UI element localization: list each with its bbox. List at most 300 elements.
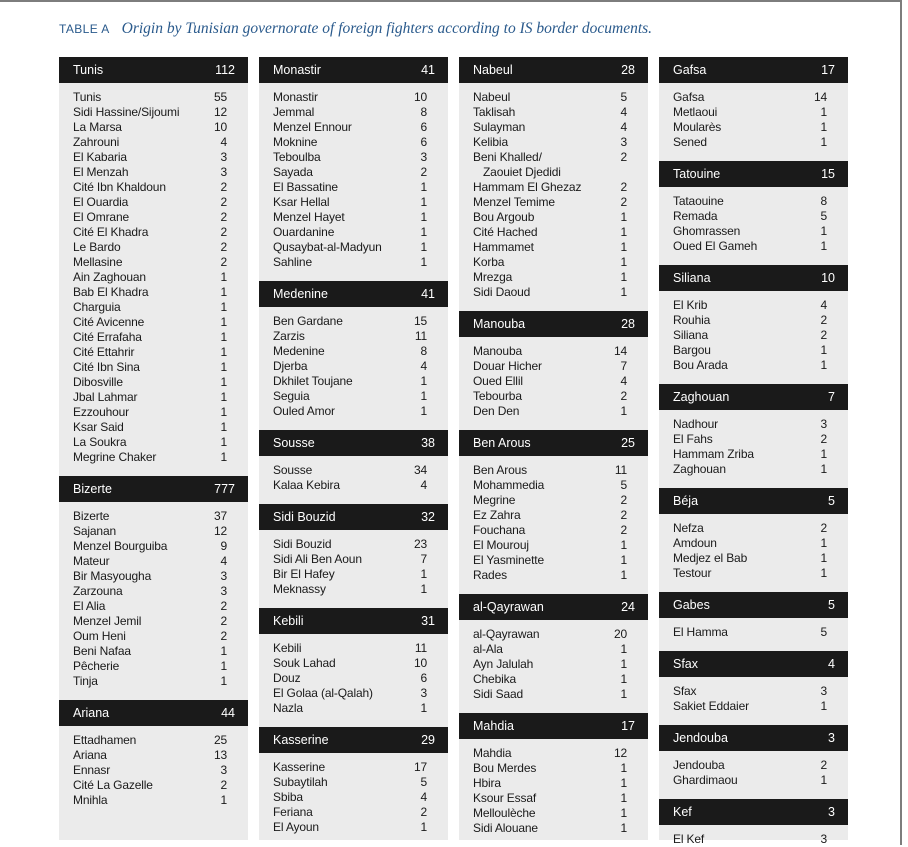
locality-name: Bir Masyougha [73,569,152,583]
locality-row [59,509,248,524]
locality-name: Subaytilah [273,775,328,789]
locality-name: Ben Gardane [273,314,343,328]
locality-name: Rouhia [673,313,711,327]
locality-row [59,420,248,435]
locality-count: 1 [220,420,227,434]
locality-name: El Menzah [73,165,129,179]
locality-count: 2 [820,313,827,327]
locality-row [459,746,648,761]
locality-count: 1 [620,285,627,299]
locality-name: Ghardimaou [673,773,738,787]
locality-count: 3 [620,135,627,149]
locality-name: al-Qayrawan [473,627,540,641]
locality-count: 1 [820,105,827,119]
locality-count: 8 [420,344,427,358]
locality-row [459,463,648,478]
locality-row [459,657,648,672]
locality-name: Ben Arous [473,463,528,477]
governorate-name: Monastir [273,63,321,77]
locality-name: Moknine [273,135,318,149]
governorate-total: 4 [828,657,835,671]
locality-row [659,417,848,432]
locality-name: Kalaa Kebira [273,478,340,492]
governorate-header [259,727,448,753]
governorate-total: 17 [821,63,835,77]
locality-row [659,773,848,788]
locality-row [59,748,248,763]
locality-count: 1 [220,360,227,374]
locality-row [59,450,248,465]
governorate-name: Kasserine [273,733,329,747]
locality-count: 1 [220,300,227,314]
locality-count: 1 [820,343,827,357]
governorate-name: Manouba [473,317,526,331]
locality-count: 1 [420,195,427,209]
locality-count: 11 [614,463,627,477]
locality-count: 11 [414,329,427,343]
governorate-total: 777 [214,482,235,496]
governorate-header [259,57,448,83]
locality-count: 9 [220,539,227,553]
governorate-block [259,608,448,716]
governorate-name: Sfax [673,657,699,671]
locality-row [659,298,848,313]
locality-row [459,150,648,165]
locality-row [659,447,848,462]
locality-name: Megrine [473,493,516,507]
locality-count: 1 [220,435,227,449]
locality-count: 55 [213,90,227,104]
locality-count: 1 [220,375,227,389]
locality-row [459,195,648,210]
locality-row [59,539,248,554]
locality-count: 23 [413,537,427,551]
locality-count: 7 [620,359,627,373]
locality-name: Dibosville [73,375,123,389]
locality-row [459,821,648,836]
locality-name: Sidi Daoud [473,285,531,299]
governorate-name: Mahdia [473,719,514,733]
locality-row [459,374,648,389]
locality-count: 37 [213,509,227,523]
locality-row [59,778,248,793]
locality-count: 2 [220,210,227,224]
locality-count: 4 [420,478,427,492]
governorate-block [59,476,248,689]
locality-name: Kelibia [473,135,508,149]
locality-row [459,165,648,180]
locality-count: 2 [620,195,627,209]
locality-name: Medenine [273,344,325,358]
locality-row [459,791,648,806]
locality-name: Sidi Alouane [473,821,538,835]
table-column-3 [459,57,648,840]
locality-count: 6 [420,135,427,149]
locality-row [459,389,648,404]
governorate-total: 38 [421,436,435,450]
locality-row [259,120,448,135]
governorate-block [259,430,448,493]
locality-row [259,805,448,820]
governorate-header [659,488,848,514]
locality-row [459,359,648,374]
locality-row [459,553,648,568]
governorate-header [459,594,648,620]
locality-count: 6 [420,671,427,685]
locality-count: 1 [220,674,227,688]
locality-count: 1 [620,225,627,239]
locality-count: 1 [620,568,627,582]
locality-name: Mellasine [73,255,123,269]
governorate-header [659,161,848,187]
locality-count: 2 [620,508,627,522]
page-top-rule [0,0,902,2]
locality-row [259,656,448,671]
page-right-rule [900,0,902,845]
locality-name: Oued El Gameh [673,239,758,253]
locality-name: Bou Arada [673,358,728,372]
locality-row [659,343,848,358]
governorate-total: 15 [821,167,835,181]
locality-row [659,536,848,551]
locality-name: Nabeul [473,90,511,104]
governorate-total: 32 [421,510,435,524]
locality-row [59,150,248,165]
governorate-header [659,651,848,677]
locality-count: 4 [620,120,627,134]
locality-count: 1 [220,450,227,464]
locality-row [659,684,848,699]
locality-row [659,462,848,477]
locality-name: Bab El Khadra [73,285,149,299]
locality-count: 12 [213,105,227,119]
locality-row [59,390,248,405]
locality-count: 10 [213,120,227,134]
locality-name: Feriana [273,805,313,819]
locality-count: 1 [620,404,627,418]
locality-name: Nazla [273,701,303,715]
locality-row [259,329,448,344]
locality-name: Cité La Gazelle [73,778,153,792]
locality-count: 1 [220,315,227,329]
locality-count: 1 [820,536,827,550]
locality-name: Sahline [273,255,312,269]
locality-count: 34 [413,463,427,477]
locality-name: Menzel Ennour [273,120,352,134]
locality-count: 1 [420,820,427,834]
governorate-block [659,488,848,581]
locality-count: 1 [620,791,627,805]
locality-count: 10 [413,656,427,670]
locality-count: 1 [620,776,627,790]
locality-name: El Ayoun [273,820,319,834]
locality-count: 14 [813,90,827,104]
locality-row [259,820,448,835]
governorate-header [659,384,848,410]
locality-name: Testour [673,566,712,580]
locality-row [459,776,648,791]
locality-name: Sidi Ali Ben Aoun [273,552,362,566]
locality-row [459,120,648,135]
locality-count: 12 [213,524,227,538]
locality-count: 1 [820,120,827,134]
locality-row [259,567,448,582]
locality-name: Souk Lahad [273,656,336,670]
locality-name: Meknassy [273,582,326,596]
locality-name: Menzel Hayet [273,210,345,224]
locality-row [659,758,848,773]
locality-row [59,165,248,180]
locality-name: Hammamet [473,240,534,254]
table-column-1 [59,57,248,840]
governorate-total: 5 [828,598,835,612]
locality-row [659,313,848,328]
governorate-header [59,476,248,502]
locality-name: Tunis [73,90,102,104]
locality-count: 1 [220,270,227,284]
locality-row [59,345,248,360]
locality-count: 2 [620,523,627,537]
locality-name: Siliana [673,328,708,342]
locality-count: 1 [620,255,627,269]
locality-count: 1 [420,404,427,418]
governorate-total: 31 [421,614,435,628]
locality-name: Monastir [273,90,318,104]
locality-count: 4 [620,374,627,388]
locality-count: 3 [820,417,827,431]
locality-name: Mateur [73,554,110,568]
locality-name: Seguia [273,389,310,403]
locality-count: 4 [220,135,227,149]
locality-name: Menzel Temime [473,195,555,209]
locality-row [259,463,448,478]
locality-row [459,344,648,359]
locality-count: 11 [414,641,427,655]
locality-name: Ez Zahra [473,508,521,522]
locality-count: 1 [220,644,227,658]
locality-name: Sfax [673,684,697,698]
locality-count: 1 [220,405,227,419]
governorate-name: al-Qayrawan [473,600,544,614]
governorate-header [59,700,248,726]
locality-row [459,135,648,150]
locality-name: El Alia [73,599,106,613]
locality-name: Chebika [473,672,516,686]
locality-name: Megrine Chaker [73,450,157,464]
locality-count: 1 [620,761,627,775]
locality-row [659,224,848,239]
locality-name: Amdoun [673,536,717,550]
locality-row [259,404,448,419]
locality-count: 3 [820,832,827,846]
locality-name: Djerba [273,359,308,373]
locality-count: 1 [620,672,627,686]
governorate-block [659,57,848,150]
locality-name: Sousse [273,463,313,477]
governorate-block [259,504,448,597]
locality-name: Sidi Saad [473,687,524,701]
locality-name: Ennasr [73,763,111,777]
locality-name: Taklisah [473,105,516,119]
locality-name: Sajanan [73,524,116,538]
locality-row [59,255,248,270]
locality-count: 1 [820,699,827,713]
locality-name: Ksour Essaf [473,791,537,805]
locality-name: Menzel Bourguiba [73,539,168,553]
locality-row [459,240,648,255]
governorate-total: 25 [621,436,635,450]
governorate-block [259,727,448,835]
locality-row [459,105,648,120]
locality-name: El Kef [673,832,705,846]
locality-name: Nefza [673,521,704,535]
locality-name: La Soukra [73,435,127,449]
governorate-header [259,281,448,307]
locality-row [59,554,248,569]
locality-name: Gafsa [673,90,705,104]
locality-count: 4 [620,105,627,119]
locality-name: Cité El Khadra [73,225,149,239]
locality-row [259,135,448,150]
locality-row [259,389,448,404]
locality-count: 1 [220,330,227,344]
locality-row [59,180,248,195]
locality-name: Bou Argoub [473,210,535,224]
locality-count: 25 [213,733,227,747]
locality-name: Bizerte [73,509,110,523]
locality-count: 4 [420,359,427,373]
locality-name: Metlaoui [673,105,718,119]
locality-count: 1 [420,225,427,239]
locality-row [659,120,848,135]
locality-row [459,508,648,523]
locality-name: Pêcherie [73,659,120,673]
locality-row [59,659,248,674]
locality-row [59,733,248,748]
locality-count: 2 [820,758,827,772]
locality-name: Douar Hicher [473,359,542,373]
governorate-total: 28 [621,317,635,331]
locality-name: Sayada [273,165,313,179]
locality-count: 3 [220,569,227,583]
locality-count: 1 [820,773,827,787]
locality-name: Dkhilet Toujane [273,374,353,388]
locality-row [459,627,648,642]
locality-name: Ksar Said [73,420,124,434]
locality-row [459,285,648,300]
locality-row [59,225,248,240]
governorate-name: Béja [673,494,699,508]
locality-count: 13 [213,748,227,762]
locality-name: Ariana [73,748,107,762]
locality-name: Oum Heni [73,629,126,643]
locality-count: 2 [220,195,227,209]
governorate-block [59,700,248,808]
locality-name: El Fahs [673,432,713,446]
governorate-name: Kef [673,805,692,819]
table-caption-label: TABLE A [59,22,110,36]
locality-name: Cité Ettahrir [73,345,135,359]
locality-count: 1 [820,224,827,238]
locality-name: Ettadhamen [73,733,137,747]
locality-count: 1 [620,806,627,820]
locality-name: Mahdia [473,746,512,760]
locality-name: al-Ala [473,642,503,656]
locality-row [459,270,648,285]
locality-count: 1 [420,255,427,269]
locality-count: 2 [220,599,227,613]
locality-row [59,763,248,778]
locality-count: 1 [620,270,627,284]
governorate-header [259,608,448,634]
locality-row [459,180,648,195]
locality-count: 1 [420,567,427,581]
locality-count: 3 [220,584,227,598]
locality-count: 1 [820,551,827,565]
locality-name: Zaghouan [673,462,726,476]
locality-name: Oued Ellil [473,374,523,388]
locality-row [259,478,448,493]
locality-name: Zarzis [273,329,305,343]
locality-name: Korba [473,255,505,269]
governorate-header [659,592,848,618]
locality-row [59,674,248,689]
governorate-total: 41 [421,287,435,301]
locality-count: 2 [420,165,427,179]
governorate-total: 10 [821,271,835,285]
table-column-4 [659,57,848,846]
governorate-block [459,594,648,702]
locality-name: Melloulèche [473,806,536,820]
locality-count: 6 [420,120,427,134]
locality-row [659,699,848,714]
locality-row [459,538,648,553]
locality-count: 8 [420,105,427,119]
governorate-total: 44 [221,706,235,720]
locality-row [659,90,848,105]
locality-count: 1 [220,345,227,359]
governorate-total: 17 [621,719,635,733]
locality-row [259,686,448,701]
locality-row [659,432,848,447]
locality-row [59,569,248,584]
locality-name: Mohammedia [473,478,545,492]
locality-row [59,599,248,614]
locality-count: 8 [820,194,827,208]
locality-count: 1 [620,210,627,224]
locality-name: El Hamma [673,625,728,639]
locality-name: Sbiba [273,790,303,804]
locality-row [59,300,248,315]
locality-row [259,790,448,805]
locality-row [59,644,248,659]
locality-count: 3 [820,684,827,698]
locality-count: 2 [620,389,627,403]
locality-row [59,584,248,599]
locality-count: 1 [620,657,627,671]
locality-row [59,240,248,255]
locality-row [59,524,248,539]
locality-name: El Krib [673,298,708,312]
locality-row [59,793,248,808]
locality-name: Cité Errafaha [73,330,142,344]
locality-count: 2 [620,180,627,194]
locality-count: 1 [420,180,427,194]
locality-row [659,194,848,209]
locality-name: Bou Merdes [473,761,537,775]
locality-count: 3 [220,763,227,777]
locality-row [659,625,848,640]
